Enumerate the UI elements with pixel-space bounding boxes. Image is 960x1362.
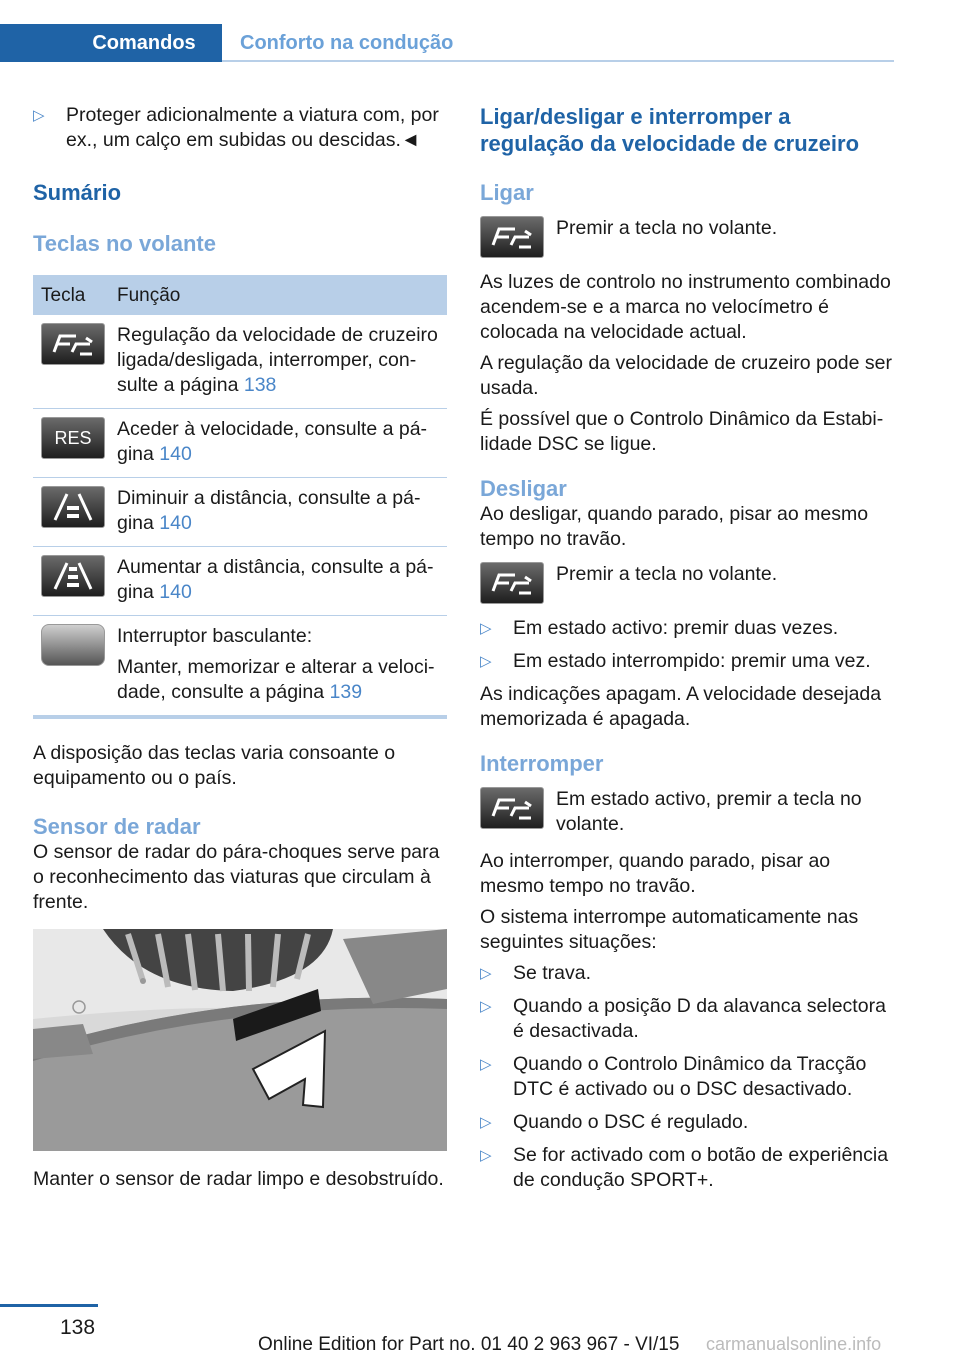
paragraph: A disposição das teclas varia consoante o equipamento ou o país.	[33, 742, 396, 789]
keys-table	[33, 275, 447, 719]
heading-main: Ligar/desligar e interromper a regulação da velocidade de cruzeiro	[480, 104, 860, 156]
col-header-function: Função	[109, 275, 447, 315]
list-item: ▷ Em estado interrompido: premir uma vez.	[480, 650, 871, 672]
instruction-row: Em estado activo, premir a tecla no volante.	[480, 787, 894, 837]
distance-decrease-icon	[41, 486, 105, 528]
page-link[interactable]: 140	[159, 581, 192, 603]
heading-ligar: Ligar	[480, 180, 534, 205]
page-link[interactable]: 139	[329, 681, 363, 703]
tab-comandos[interactable]: Comandos	[0, 24, 222, 62]
paragraph: É possível que o Controlo Dinâmico da Estabilidade DSC se ligue.	[480, 408, 884, 455]
res-icon: RES	[41, 417, 105, 459]
list-item: ▷ Se trava.	[480, 962, 592, 984]
heading-radar: Sensor de radar	[33, 814, 201, 839]
tab-conforto[interactable]: Conforto na condução	[240, 31, 454, 54]
table-row	[33, 616, 447, 718]
list-item: ▷ Quando a posição D da alavanca selectora é desactivada.	[480, 995, 886, 1042]
distance-increase-icon	[41, 555, 105, 597]
heading-interromper: Interromper	[480, 751, 604, 776]
paragraph: Ao interromper, quando parado, pisar ao mesmo tempo no travão.	[480, 850, 831, 897]
heading-teclas: Teclas no volante	[33, 231, 216, 256]
list-item: ▷ Proteger adicionalmente a viatura com, por ex., um calço em subidas ou descidas.◄	[33, 104, 439, 151]
cruise-control-icon	[41, 323, 105, 365]
table-row	[33, 547, 447, 616]
list-item: ▷ Se for activado com o botão de experiência de condução SPORT+.	[480, 1144, 889, 1191]
list-item: ▷ Quando o DSC é regulado.	[480, 1111, 749, 1133]
radar-sensor-image	[33, 929, 447, 1151]
footer-rule	[0, 1304, 98, 1307]
list-item: ▷ Em estado activo: premir duas vezes.	[480, 617, 839, 639]
bullet-triangle-icon: ▷	[480, 998, 492, 1015]
paragraph: As indicações apagam. A velocidade desejada memorizada é apagada.	[480, 683, 882, 730]
bullet-triangle-icon: ▷	[480, 965, 492, 982]
bullet-triangle-icon: ▷	[480, 1114, 492, 1131]
instruction-row: Premir a tecla no volante.	[480, 216, 894, 258]
right-column	[480, 103, 894, 1201]
list-item: ▷ Quando o Controlo Dinâmico da Tracção DTC é activado ou o DSC desactivado.	[480, 1053, 867, 1100]
bullet-triangle-icon: ▷	[480, 620, 492, 637]
table-row	[33, 478, 447, 547]
paragraph: Ao desligar, quando parado, pisar ao mesmo tempo no travão.	[480, 503, 869, 550]
heading-sumario: Sumário	[33, 180, 122, 205]
rocker-switch-icon	[41, 624, 105, 666]
left-column	[33, 103, 447, 1198]
bullet-triangle-icon: ▷	[480, 1147, 492, 1164]
cruise-control-icon	[480, 562, 544, 604]
table-cell-function: Aceder à velocidade, consulte a página 140	[109, 409, 447, 478]
page-footer	[0, 1300, 960, 1362]
edition-note: Online Edition for Part no. 01 40 2 963 967 - VI/15	[258, 1334, 680, 1355]
page-header	[0, 0, 960, 62]
table-cell-function: Interruptor basculante: Manter, memorizar e alterar a velocidade, consulte a página 139	[109, 616, 447, 718]
header-divider	[222, 60, 894, 62]
bullet-triangle-icon: ▷	[33, 107, 45, 124]
table-row	[33, 315, 447, 409]
cruise-control-icon	[480, 216, 544, 258]
paragraph: As luzes de controlo no instrumento combinado acendem-se e a marca no velocímetro é colocada na velocidade actual.	[480, 271, 891, 343]
heading-desligar: Desligar	[480, 476, 567, 501]
paragraph: O sistema interrompe automaticamente nas seguintes situações:	[480, 906, 859, 953]
watermark: carmanualsonline.info	[706, 1334, 882, 1354]
table-cell-function: Aumentar a distância, consulte a página 140	[109, 547, 447, 616]
bullet-triangle-icon: ▷	[480, 1056, 492, 1073]
paragraph: O sensor de radar do pára-choques serve para o reconhecimento das viaturas que circulam à frente.	[33, 841, 440, 913]
table-header-row	[33, 275, 447, 315]
table-cell-function: Regulação da velocidade de cruzeiro ligada/desligada, interromper, consulte a página 138	[109, 315, 447, 409]
table-cell-function: Diminuir a distância, consulte a página 140	[109, 478, 447, 547]
page-link[interactable]: 140	[159, 512, 192, 534]
paragraph: A regulação da velocidade de cruzeiro pode ser usada.	[480, 352, 892, 399]
paragraph: Manter o sensor de radar limpo e desobstruído.	[33, 1168, 444, 1190]
table-row	[33, 409, 447, 478]
page-link[interactable]: 138	[243, 374, 277, 396]
bullet-triangle-icon: ▷	[480, 653, 492, 670]
col-header-key: Tecla	[33, 275, 109, 315]
page-link[interactable]: 140	[159, 443, 192, 465]
page-number: 138	[60, 1316, 96, 1339]
instruction-row: Premir a tecla no volante.	[480, 562, 894, 604]
cruise-control-icon	[480, 787, 544, 829]
